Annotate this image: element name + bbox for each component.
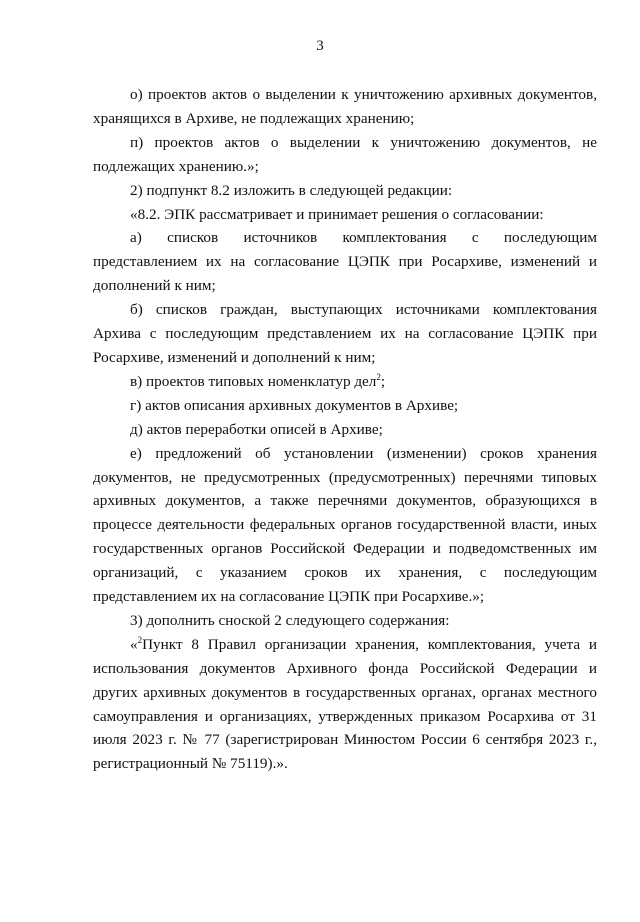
document-body [93,83,597,776]
footnote-ref-2: 2 [376,371,381,382]
paragraph-8-2-intro: «8.2. ЭПК рассматривает и принимает решения о согласовании: [130,205,544,223]
paragraph-v [93,370,597,394]
page-number: 3 [316,38,324,54]
paragraph-o: о) проектов актов о выделении к уничтожению архивных документов, хранящихся в Архиве, не подлежащих хранению; [93,86,597,127]
paragraph-b: б) списков граждан, выступающих источниками комплектования Архива с последующим представлением их на согласование ЦЭПК при Росархиве, изменений и дополнений к ним; [93,301,597,366]
paragraph-e: е) предложений об установлении (изменении) сроков хранения документов, не предусмотренных (предусмотренных) перечнями типовых архивных документов, а также перечнями документов, образующихся в процессе деятельности федеральных органов государственной власти, иных государственных органов Российской Федерации и подведомственных им организаций, с указанием сроков их хранения, с последующим представлением их на согласование ЦЭПК при Росархиве.»; [93,444,597,606]
paragraph-p: п) проектов актов о выделении к уничтожению документов, не подлежащих хранению.»; [93,133,597,175]
footnote-open-quote: « [130,635,138,653]
paragraph-d: д) актов переработки описей в Архиве; [130,420,383,438]
paragraph-v-text: в) проектов типовых номенклатур дел [130,372,377,390]
paragraph-footnote-2 [93,633,597,776]
paragraph-g: г) актов описания архивных документов в Архиве; [130,396,459,414]
paragraph-v-punct: ; [380,372,386,390]
paragraph-item-3: 3) дополнить сноской 2 следующего содержания: [130,611,450,629]
footnote-text: Пункт 8 Правил организации хранения, комплектования, учета и использования документов Архивного фонда Российской Федерации и других архивных документов в государственных органах, органах местного самоуправления и организациях, утвержденных приказом Росархива от 31 июля 2023 г. № 77 (зарегистрирован Минюстом России 6 сентября 2023 г., регистрационный № 75119).». [93,635,597,773]
paragraph-a: а) списков источников комплектования с последующим представлением их на согласование ЦЭПК при Росархиве, изменений и дополнений к ним; [93,229,597,295]
footnote-marker-2: 2 [137,634,143,645]
paragraph-item-2: 2) подпункт 8.2 изложить в следующей редакции: [130,181,453,199]
